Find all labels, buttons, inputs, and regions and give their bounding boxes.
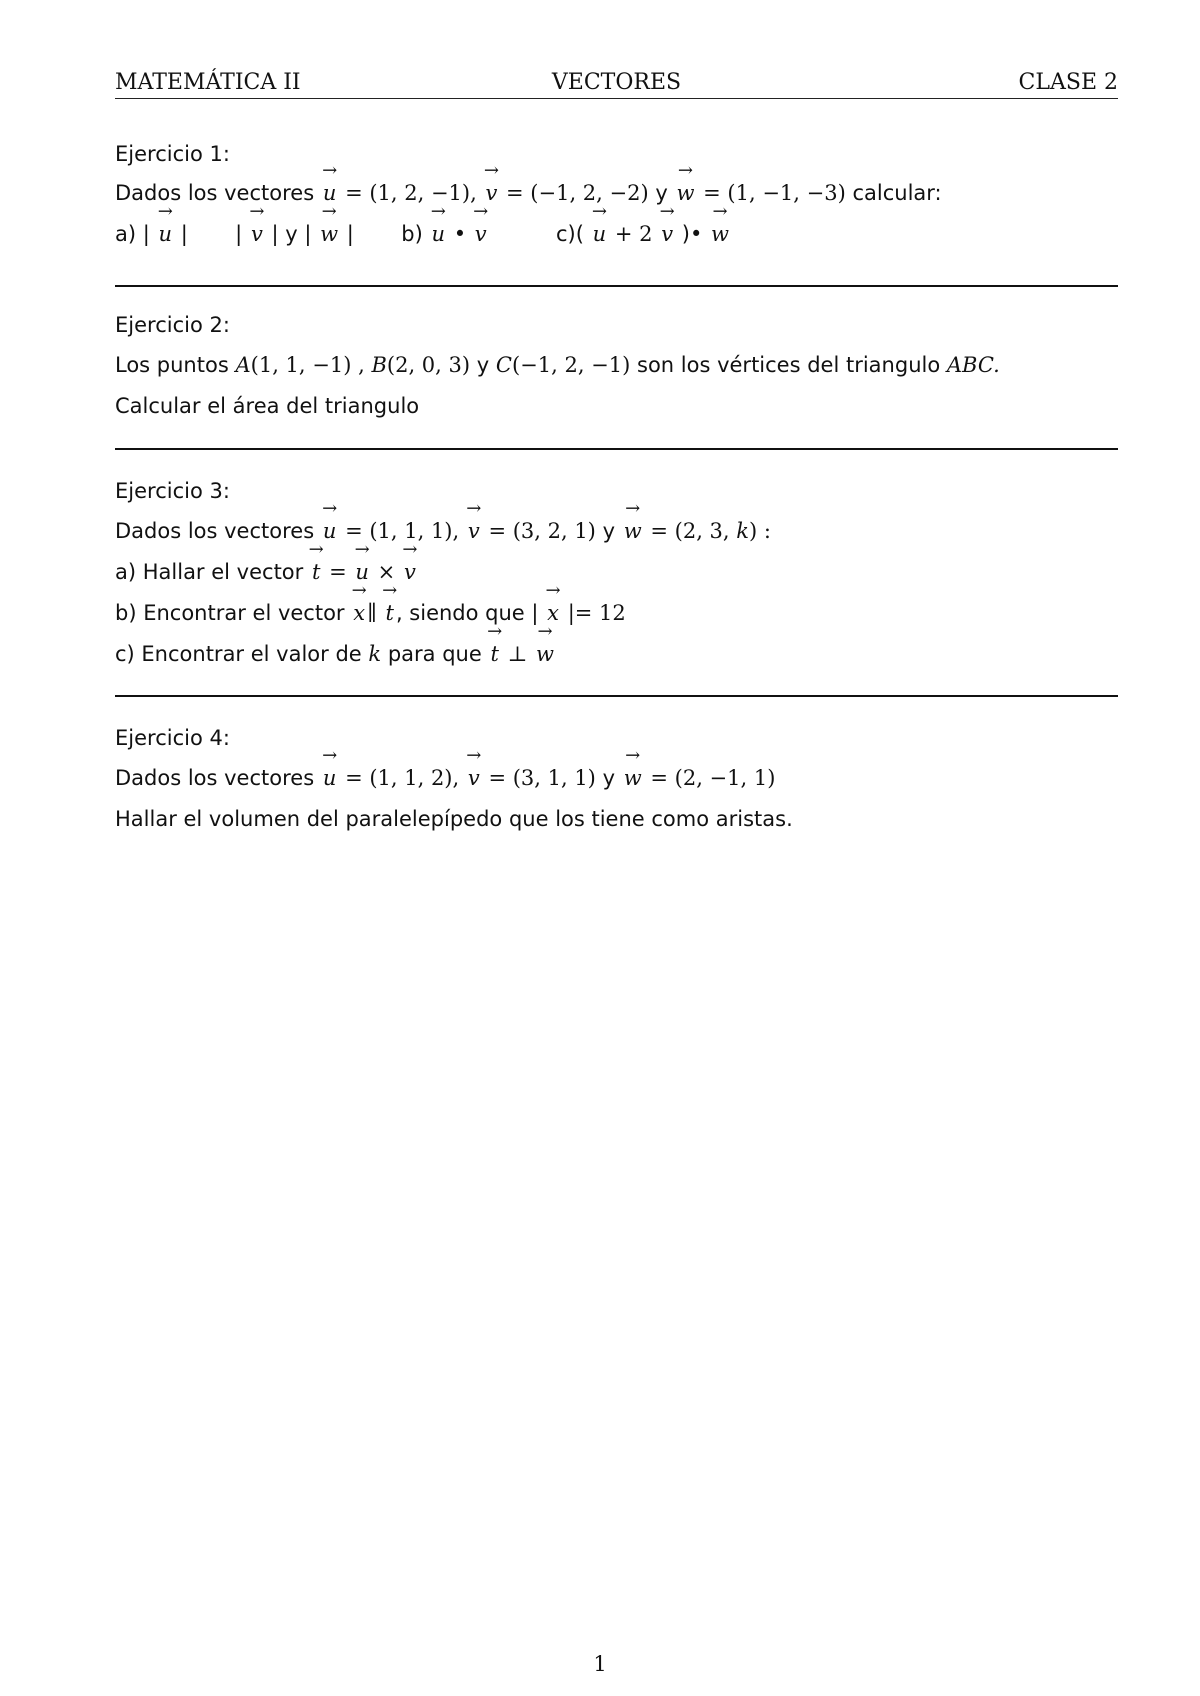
vector-t: → t [488, 640, 500, 668]
exercise-statement [115, 517, 771, 545]
math: |= 12 [567, 601, 626, 625]
text: | [180, 222, 188, 246]
exercise-question: Hallar el volumen del paralelepípedo que los tiene como aristas. [115, 807, 793, 831]
item-b: b) [401, 222, 423, 246]
math: = (2, 3, [650, 519, 730, 543]
exercise-title: Ejercicio 1: [115, 142, 230, 166]
cross-operator: × [377, 560, 396, 584]
text: , siendo que | [395, 601, 539, 625]
vector-w: → w [534, 640, 556, 668]
page-number: 1 [593, 1652, 607, 1676]
vector-w: → w [622, 764, 644, 792]
math: (−1, 2, −1) [511, 353, 631, 377]
exercise-title: Ejercicio 2: [115, 313, 230, 337]
variable-k: k [368, 642, 382, 666]
vector-u: → u [321, 179, 339, 207]
vector-v: → v [249, 220, 265, 248]
math: = (1, −1, −3) [703, 181, 846, 205]
vector-x: → x [351, 599, 367, 627]
vector-u: → u [157, 220, 175, 248]
math: = (3, 2, 1) [488, 519, 596, 543]
perpendicular-operator: ⊥ [507, 642, 528, 666]
vector-w: → w [674, 179, 696, 207]
vector-u: → u [429, 220, 447, 248]
exercise-statement [115, 179, 942, 207]
vector-x: → x [545, 599, 561, 627]
point-b: B [371, 353, 387, 377]
text: | [235, 222, 243, 246]
header-topic: VECTORES [551, 70, 682, 95]
math: = (3, 1, 1) [488, 766, 596, 790]
math: (1, 1, −1) , [250, 353, 365, 377]
exercise-statement [115, 351, 1000, 379]
divider [115, 285, 1118, 287]
text: | [346, 222, 354, 246]
vector-u: → u [591, 220, 609, 248]
vector-v: → v [483, 179, 499, 207]
divider [115, 448, 1118, 450]
text: Dados los vectores [115, 181, 315, 205]
math: + 2 [614, 222, 653, 246]
exercise-question: Calcular el área del triangulo [115, 394, 420, 418]
text: c) Encontrar el valor de [115, 642, 362, 666]
item-c [115, 640, 556, 668]
math: = [329, 560, 347, 584]
text: Dados los vectores [115, 519, 315, 543]
vector-v: → v [466, 517, 482, 545]
triangle-name: ABC. [946, 353, 1000, 377]
exercise-statement [115, 764, 775, 792]
item-a [115, 558, 418, 586]
exercise-items [115, 220, 731, 248]
math: = (2, −1, 1) [650, 766, 776, 790]
vector-w: → w [622, 517, 644, 545]
vector-v: → v [659, 220, 675, 248]
math: = (1, 2, −1), [345, 181, 477, 205]
text: y [655, 181, 668, 205]
math: )• [681, 222, 703, 246]
dot-operator: • [453, 222, 467, 246]
vector-w: → w [318, 220, 340, 248]
text: a) Hallar el vector [115, 560, 304, 584]
math: = (1, 1, 2), [345, 766, 460, 790]
text: y [602, 519, 616, 543]
page-header [115, 64, 1118, 99]
text: Los puntos [115, 353, 229, 377]
text: b) Encontrar el vector [115, 601, 345, 625]
vector-u: → u [353, 558, 371, 586]
math: ) : [749, 519, 771, 543]
vector-v: → v [466, 764, 482, 792]
variable-k: k [736, 519, 750, 543]
point-a: A [235, 353, 251, 377]
text: y [476, 353, 490, 377]
text: y [602, 766, 616, 790]
math: = (1, 1, 1), [345, 519, 460, 543]
text: | y | [271, 222, 312, 246]
vector-v: → v [402, 558, 418, 586]
vector-v: → v [473, 220, 489, 248]
vector-u: → u [321, 764, 339, 792]
text: son los vértices del triangulo [637, 353, 941, 377]
exercise-title: Ejercicio 3: [115, 479, 230, 503]
math: (2, 0, 3) [386, 353, 471, 377]
text: calcular: [852, 181, 942, 205]
text: para que [387, 642, 482, 666]
divider [115, 695, 1118, 697]
exercise-title: Ejercicio 4: [115, 726, 230, 750]
math: = (−1, 2, −2) [506, 181, 649, 205]
point-c: C [495, 353, 512, 377]
vector-u: → u [321, 517, 339, 545]
vector-w: → w [709, 220, 731, 248]
header-class: CLASE 2 [1018, 70, 1118, 95]
header-course: MATEMÁTICA II [115, 70, 301, 95]
text: Dados los vectores [115, 766, 315, 790]
vector-t: → t [384, 599, 396, 627]
item-a: a) | [115, 222, 150, 246]
vector-t: → t [310, 558, 322, 586]
item-c: c)( [556, 222, 584, 246]
parallel-operator: ∥ [367, 601, 377, 625]
